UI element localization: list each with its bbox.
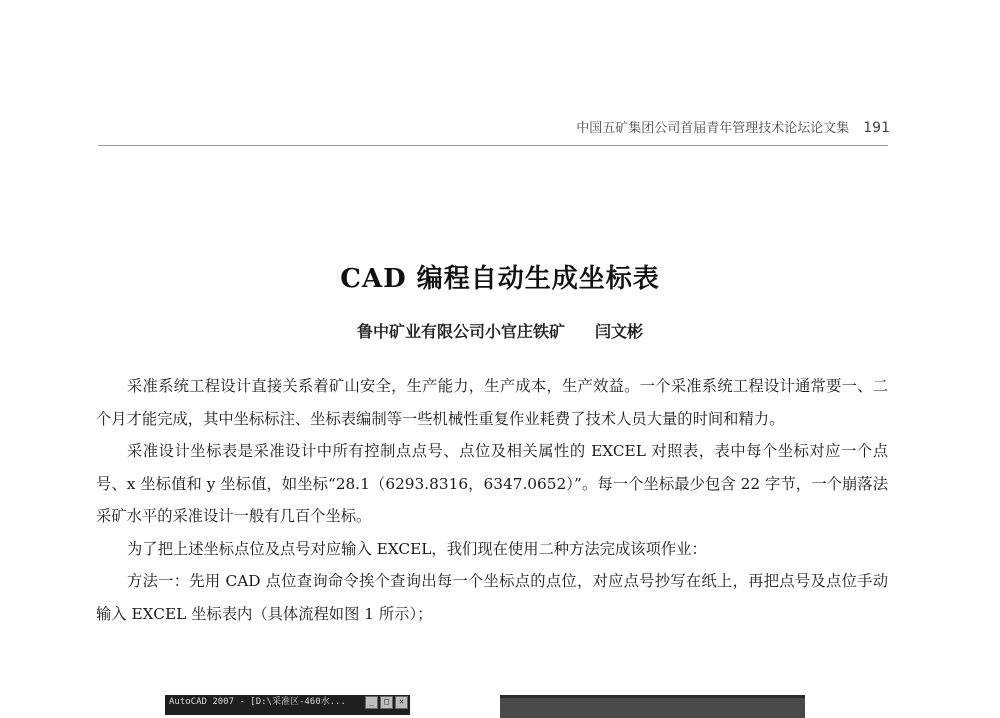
author-name: 闫文彬 [595, 322, 644, 341]
header-rule [98, 145, 888, 146]
affiliation: 鲁中矿业有限公司小官庄铁矿 [356, 322, 565, 341]
figure-titlebar-text: AutoCAD 2007 - [D:\采准区-460水... [169, 697, 346, 707]
running-head [520, 117, 890, 136]
running-title: 中国五矿集团公司首届青年管理技术论坛论文集 [576, 121, 850, 136]
author-line [0, 319, 1000, 342]
paragraph: 方法一：先用 CAD 点位查询命令挨个查询出每一个坐标点的点位，对应点号抄写在纸上，再把点号及点位手动输入 EXCEL 坐标表内（具体流程如图 1 所示）； [96, 572, 888, 623]
window-controls [365, 696, 408, 709]
figure-screenshot-right [500, 695, 805, 718]
paragraph: 采准设计坐标表是采准设计中所有控制点点号、点位及相关属性的 EXCEL 对照表，表中每个坐标对应一个点号、x 坐标值和 y 坐标值，如坐标“28.1（6293.8316，6347.0652）”。每一个坐标最少包含 22 字节，一个崩落法采矿水平的采准设计一般有几百个坐标。 [96, 442, 888, 525]
maximize-icon: □ [380, 696, 393, 709]
body-text [96, 370, 888, 630]
paragraph: 采准系统工程设计直接关系着矿山安全，生产能力，生产成本，生产效益。一个采准系统工程设计通常要一、二个月才能完成，其中坐标标注、坐标表编制等一些机械性重复作业耗费了技术人员大量的时间和精力。 [96, 377, 888, 428]
close-icon: × [395, 696, 408, 709]
page-number: 191 [863, 120, 890, 136]
figure-screenshot-left [165, 695, 410, 715]
article-title: CAD 编程自动生成坐标表 [340, 264, 660, 294]
minimize-icon: _ [365, 696, 378, 709]
paragraph: 为了把上述坐标点位及点号对应输入 EXCEL，我们现在使用二种方法完成该项作业： [127, 539, 707, 558]
